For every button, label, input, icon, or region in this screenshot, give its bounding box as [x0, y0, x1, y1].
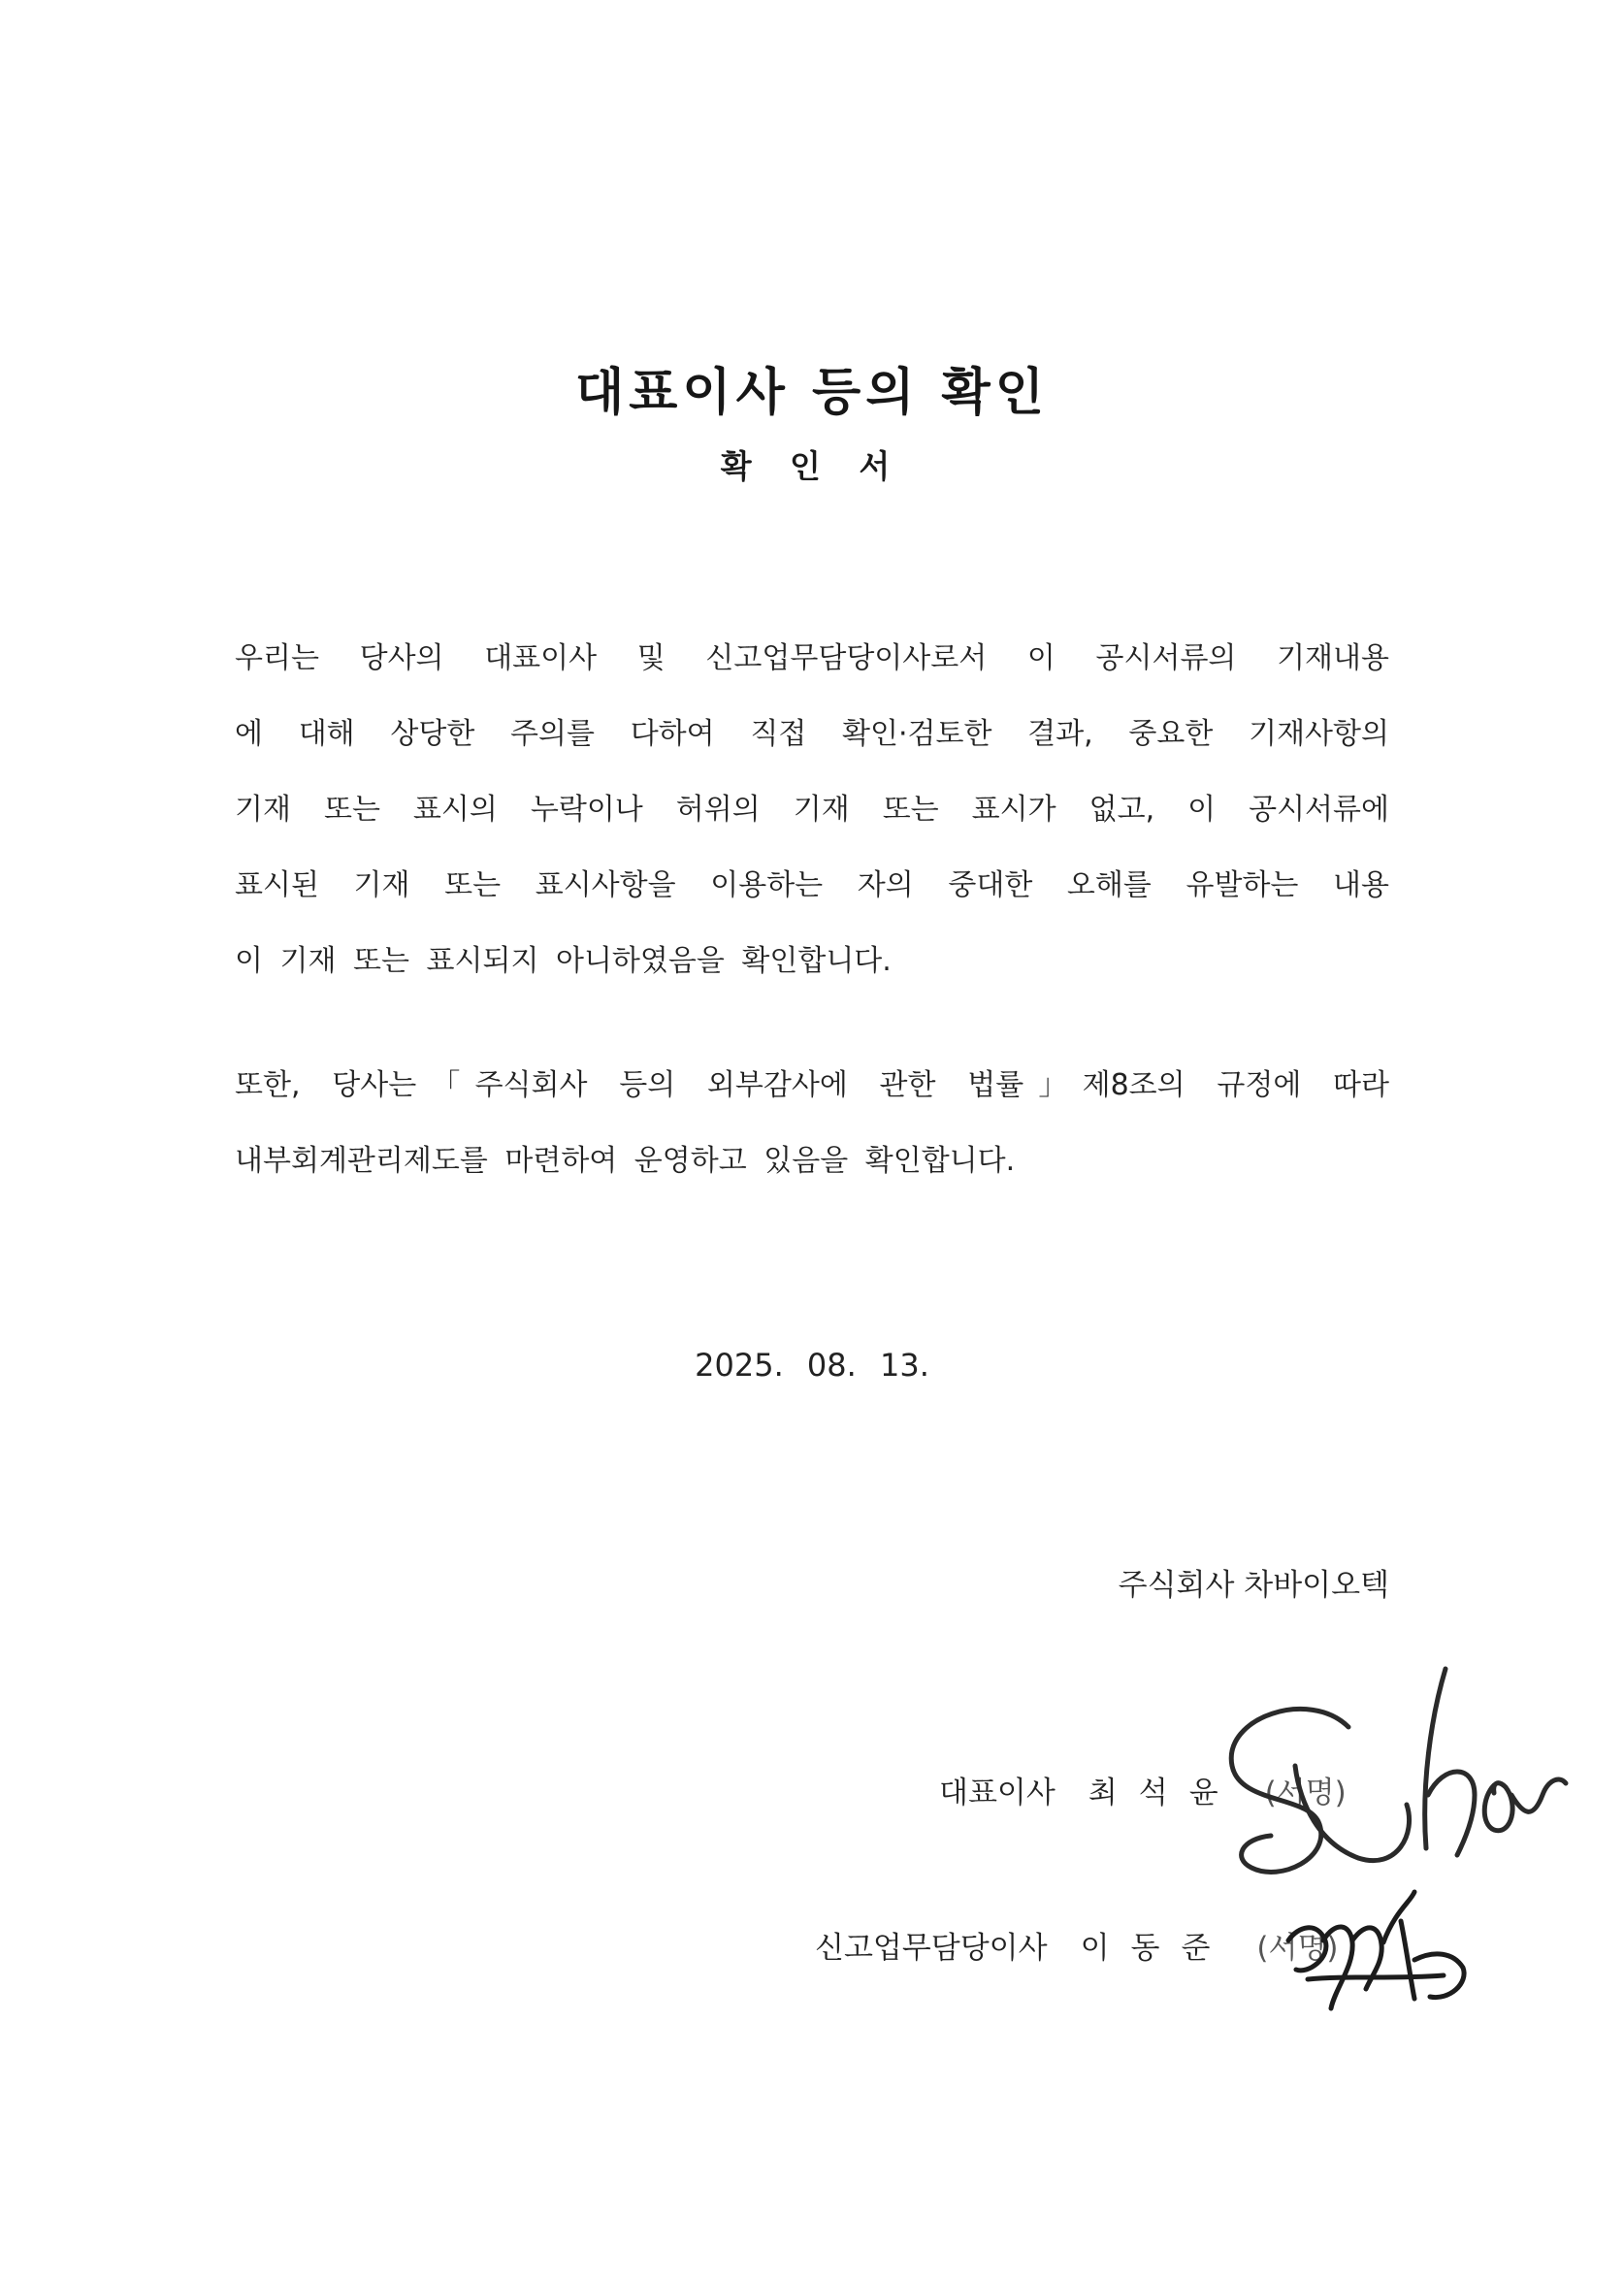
officer-signature-line	[815, 1923, 1339, 1967]
confirmation-paragraph	[235, 621, 1389, 999]
signatory-name: 이동준	[1080, 1931, 1232, 1966]
paragraph-line: 표시된 기재 또는 표시사항을 이용하는 자의 중대한 오해를 유발하는 내용	[235, 868, 1389, 902]
document-date: 2025. 08. 13.	[695, 1347, 929, 1384]
signature-placeholder: (서명)	[1264, 1776, 1347, 1810]
document-subtitle: 확 인 서	[720, 447, 904, 485]
paragraph-line: 기재 또는 표시의 누락이나 허위의 기재 또는 표시가 없고, 이 공시서류에	[235, 793, 1389, 827]
paragraph-line: 이 기재 또는 표시되지 아니하였음을 확인합니다.	[235, 944, 892, 978]
paragraph-line: 우리는 당사의 대표이사 및 신고업무담당이사로서 이 공시서류의 기재내용	[235, 641, 1389, 675]
paragraph-line: 또한, 당사는「주식회사 등의 외부감사에 관한 법률」제8조의 규정에 따라	[235, 1068, 1389, 1102]
paragraph-line: 에 대해 상당한 주의를 다하여 직접 확인·검토한 결과, 중요한 기재사항의	[235, 717, 1389, 751]
internal-control-paragraph	[235, 1048, 1389, 1199]
ceo-signature-line	[939, 1768, 1347, 1811]
signatory-name: 최석윤	[1088, 1776, 1240, 1810]
document-title: 대표이사 등의 확인	[574, 364, 1050, 422]
paragraph-line: 내부회계관리제도를 마련하여 운영하고 있음을 확인합니다.	[235, 1144, 1016, 1178]
company-name: 주식회사 차바이오텍	[1118, 1568, 1389, 1603]
signatory-role: 대표이사	[939, 1776, 1056, 1810]
signatory-role: 신고업무담당이사	[815, 1931, 1048, 1966]
signature-placeholder: (서명)	[1256, 1931, 1339, 1966]
